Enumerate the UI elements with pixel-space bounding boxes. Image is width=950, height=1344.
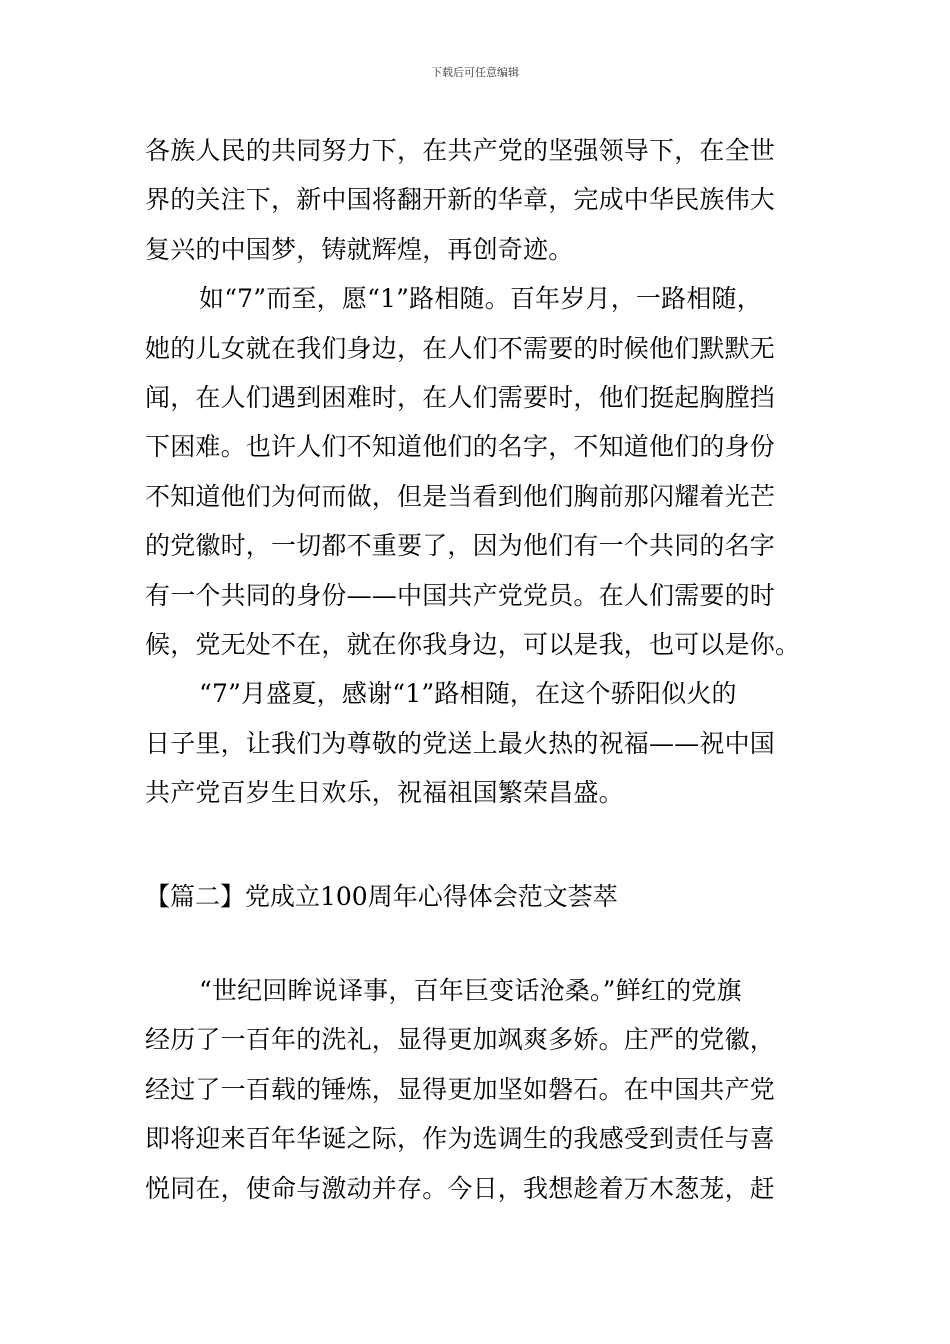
text-line: 各族人民的共同努力下，在共产党的坚强领导下，在全世: [145, 136, 776, 165]
text-line: 复兴的中国梦，铸就辉煌，再创奇迹。: [145, 234, 574, 264]
text-line: 悦同在，使命与激动并存。今日，我想趁着万木葱茏，赶: [145, 1173, 776, 1203]
article-body-part-2: [145, 966, 810, 1213]
text-line: 共产党百岁生日欢乐，祝福祖国繁荣昌盛。: [145, 778, 624, 808]
section-heading: 【篇二】党成立100周年心得体会范文荟萃: [145, 882, 618, 911]
text-line: 经过了一百载的锤炼，显得更加坚如磐石。在中国共产党: [145, 1074, 776, 1104]
text-line: 她的儿女就在我们身边，在人们不需要的时候他们默默无: [145, 333, 776, 363]
text-line: 日子里，让我们为尊敬的党送上最火热的祝福——祝中国: [145, 728, 776, 758]
text-line: 闻，在人们遇到困难时，在人们需要时，他们挺起胸膛挡: [145, 382, 776, 412]
article-body-part-1: [145, 126, 810, 817]
text-line: 界的关注下，新中国将翻开新的华章，完成中华民族伟大: [145, 185, 776, 215]
paragraph-first-line: 如“7”而至，愿“1”路相随。百年岁月，一路相随，: [199, 284, 762, 314]
header-note: 下载后可任意编辑: [431, 66, 519, 79]
text-line: 候，党无处不在，就在你我身边，可以是我，也可以是你。: [145, 629, 801, 659]
text-line: 经历了一百年的洗礼，显得更加飒爽多娇。庄严的党徽，: [145, 1025, 776, 1055]
text-line: 即将迎来百年华诞之际，作为选调生的我感受到责任与喜: [145, 1124, 776, 1154]
paragraph-first-line: “世纪回眸说译事，百年巨变话沧桑。”鲜红的党旗: [199, 976, 742, 1005]
text-line: 下困难。也许人们不知道他们的名字，不知道他们的身份: [145, 432, 776, 462]
text-line: 有一个共同的身份——中国共产党党员。在人们需要的时: [145, 580, 776, 610]
paragraph-first-line: “7”月盛夏，感谢“1”路相随，在这个骄阳似火的: [199, 679, 737, 709]
text-line: 不知道他们为何而做，但是当看到他们胸前那闪耀着光芒: [145, 481, 776, 511]
text-line: 的党徽时，一切都不重要了，因为他们有一个共同的名字: [145, 531, 776, 561]
